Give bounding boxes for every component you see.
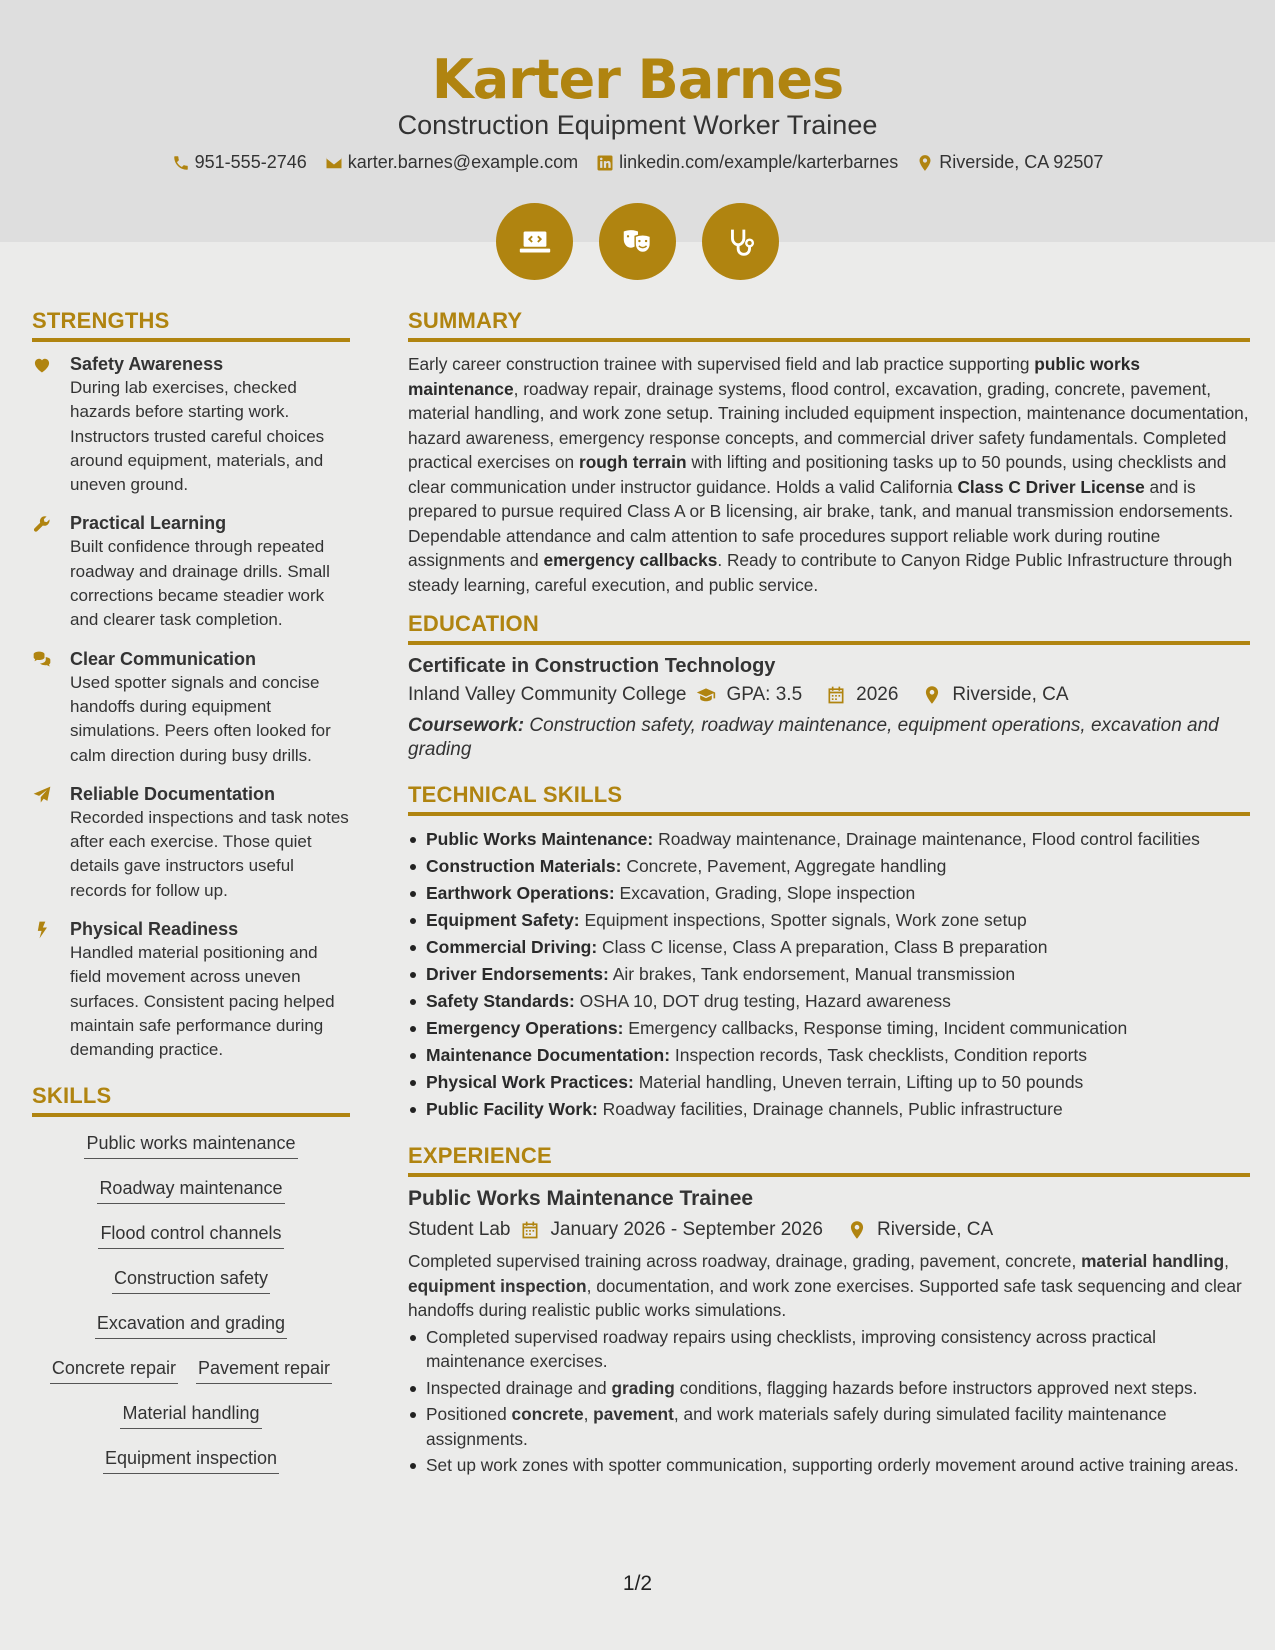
contact-location [916,152,1103,173]
map-pin-icon [916,154,934,172]
skill-values: Excavation, Grading, Slope inspection [614,883,916,903]
summary-part: and is prepared to pursue required Class A or B licensing, air brake, tank, and manual transmission endorsements. Dependable attendance and calm attention to safe procedures support reliable work during routine assignments and [408,476,1234,570]
technical-skill-item [408,1069,1250,1096]
email-text: karter.barnes@example.com [347,152,579,172]
skill-values: Material handling, Uneven terrain, Lifting up to 50 pounds [633,1072,1084,1092]
technical-skills-heading: TECHNICAL SKILLS [408,782,1250,816]
skill-tag: Construction safety [112,1268,270,1294]
strength-title: Clear Communication [70,648,257,669]
strength-title: Practical Learning [70,513,227,534]
calendar-icon [826,685,846,705]
desc-part: Completed supervised training across roadway, drainage, grading, pavement, concrete, [408,1251,1082,1271]
bullet-text: Completed supervised roadway repairs using checklists, improving consistency across practical maintenance exercises. [426,1326,1156,1371]
strength-text: Handled material positioning and field movement across uneven surfaces. Consistent pacing helped maintain safe performance during demanding practice. [70,943,335,1060]
job-location: Riverside, CA [877,1219,994,1240]
bullet-emphasis: pavement [593,1404,674,1424]
summary-emphasis: Class C Driver License [957,476,1145,497]
graduation-year: 2026 [856,684,899,705]
bolt-icon [32,920,52,940]
summary-part: with lifting and positioning tasks up to 50 pounds, using checklists and clear communication under instructor guidance. Holds a valid California [408,452,1227,497]
job-meta [408,1219,1250,1241]
education-heading: EDUCATION [408,611,1250,645]
skill-values: Emergency callbacks, Response timing, Incident communication [623,1018,1128,1038]
technical-skill-item [408,961,1250,988]
summary-part: . Ready to contribute to Canyon Ridge Public Infrastructure through steady learning, careful execution, and public service. [408,550,1233,595]
strength-text: Recorded inspections and task notes after each exercise. Those quiet details gave instructors useful records for follow up. [70,807,349,900]
badge-masks [599,203,676,280]
skill-category: Safety Standards: [426,991,575,1011]
skill-values: Roadway maintenance, Drainage maintenance, Flood control facilities [653,829,1200,849]
skill-tag: Roadway maintenance [97,1178,284,1204]
job-bullet [408,1325,1250,1374]
envelope-icon [325,154,343,172]
skill-tag: Public works maintenance [84,1133,297,1159]
candidate-name: Karter Barnes [431,48,844,111]
degree-title: Certificate in Construction Technology [408,655,776,677]
technical-skill-item [408,1015,1250,1042]
paper-plane-icon [32,785,52,805]
technical-skill-item [408,853,1250,880]
theater-masks-icon [619,223,657,261]
strength-item [32,647,350,768]
linkedin-icon [596,154,614,172]
education-location: Riverside, CA [952,684,1069,705]
strength-title: Physical Readiness [70,919,239,940]
technical-skill-item [408,1096,1250,1123]
summary-text [408,352,1250,597]
map-pin-icon [847,1220,867,1240]
bullet-text: Set up work zones with spotter communication, supporting orderly movement around active training areas. [426,1455,1239,1475]
technical-skills-list [408,826,1250,1123]
summary-part: , roadway repair, drainage systems, flood control, excavation, grading, concrete, pavement, material handling, and work zone setup. Training included equipment inspection, maintenance documentation, hazard awareness, emergency response concepts, and commercial driver safety fundamentals. Completed practical exercises on [408,378,1249,472]
laptop-code-icon [516,223,554,261]
technical-skill-item [408,988,1250,1015]
bullet-emphasis: grading [611,1377,675,1398]
badge-row [0,203,1275,280]
badge-stethoscope [702,203,779,280]
coursework-text: Construction safety, roadway maintenance, equipment operations, excavation and grading [408,715,1219,760]
bullet-text: Positioned [426,1404,512,1424]
desc-emphasis: equipment inspection [408,1275,587,1296]
skill-tag: Flood control channels [98,1223,283,1249]
strength-item [32,352,350,497]
job-bullet [408,1376,1250,1401]
strength-text: Used spotter signals and concise handoffs during equipment simulations. Peers often looked for calm direction during busy drills. [70,672,331,765]
graduation-cap-icon [696,685,716,705]
job-bullet [408,1453,1250,1478]
summary-emphasis: public works maintenance [408,354,1140,399]
map-pin-icon [922,685,942,705]
strength-title: Reliable Documentation [70,783,276,804]
desc-part: , documentation, and work zone exercises. Supported safe task sequencing and clear handoffs during realistic public works simulations. [408,1275,1242,1320]
skill-category: Public Works Maintenance: [426,829,654,849]
education-meta [408,684,1250,706]
bullet-text: conditions, flagging hazards before instructors approved next steps. [674,1377,1198,1398]
wrench-icon [32,514,52,534]
skill-values: Class C license, Class A preparation, Class B preparation [597,937,1048,957]
contact-phone[interactable] [172,152,307,173]
skill-values: OSHA 10, DOT drug testing, Hazard awareness [574,991,951,1011]
skills-list [14,1127,368,1474]
skill-category: Earthwork Operations: [426,883,615,903]
calendar-icon [520,1220,540,1240]
technical-skill-item [408,907,1250,934]
summary-heading: SUMMARY [408,308,1250,342]
skill-tag: Material handling [120,1403,261,1429]
contact-linkedin[interactable] [596,152,898,173]
page-number: 1/2 [622,1572,653,1595]
skill-tag: Concrete repair [50,1358,178,1384]
location-text: Riverside, CA 92507 [939,152,1104,172]
technical-skill-item [408,880,1250,907]
bullet-emphasis: concrete [511,1404,584,1424]
right-column [408,308,1250,1480]
phone-text: 951-555-2746 [194,152,307,172]
strength-item [32,511,350,632]
bullet-text: Inspected drainage and [426,1377,612,1398]
skill-category: Public Facility Work: [426,1099,598,1119]
skill-tag: Pavement repair [196,1358,332,1384]
skill-category: Driver Endorsements: [426,964,609,984]
bullet-text: , and work materials safely during simulated facility maintenance assignments. [426,1404,1167,1449]
employer: Student Lab [408,1219,511,1240]
experience-heading: EXPERIENCE [408,1143,1250,1177]
job-dates: January 2026 - September 2026 [550,1219,823,1240]
school-name: Inland Valley Community College [408,684,687,705]
coursework [408,714,1250,762]
heart-icon [32,355,52,375]
job-bullet [408,1402,1250,1451]
comments-icon [32,650,52,670]
job-title: Public Works Maintenance Trainee [408,1187,754,1210]
coursework-label: Coursework: [408,715,525,736]
contact-bar [0,152,1275,173]
skill-values: Air brakes, Tank endorsement, Manual transmission [608,964,1016,984]
bullet-text: , [583,1404,594,1424]
skill-category: Maintenance Documentation: [426,1045,671,1065]
strength-item [32,782,350,903]
skill-category: Emergency Operations: [426,1018,624,1038]
desc-part: , [1224,1251,1229,1271]
desc-emphasis: material handling [1081,1251,1225,1271]
summary-part: Early career construction trainee with supervised field and lab practice supporting [408,354,1035,374]
skill-category: Equipment Safety: [426,910,580,930]
stethoscope-icon [722,223,760,261]
summary-emphasis: emergency callbacks [543,550,718,570]
strength-title: Safety Awareness [70,354,224,374]
phone-icon [172,154,190,172]
strength-item [32,917,350,1062]
technical-skill-item [408,826,1250,853]
job-description [408,1249,1250,1323]
gpa: GPA: 3.5 [726,684,803,705]
technical-skill-item [408,1042,1250,1069]
strength-text: Built confidence through repeated roadway and drainage drills. Small corrections became steadier work and clearer task completion. [70,537,330,630]
job-role: Construction Equipment Worker Trainee [397,110,878,140]
job-bullets [408,1325,1250,1478]
contact-email[interactable] [325,152,578,173]
skill-tag: Equipment inspection [103,1448,279,1474]
left-column [32,308,350,1474]
strengths-heading: STRENGTHS [32,308,350,342]
skill-values: Roadway facilities, Drainage channels, Public infrastructure [597,1099,1063,1119]
skill-values: Inspection records, Task checklists, Condition reports [670,1045,1088,1065]
skill-values: Concrete, Pavement, Aggregate handling [621,856,947,876]
badge-laptop [496,203,573,280]
linkedin-text: linkedin.com/example/karterbarnes [619,152,899,172]
skill-category: Construction Materials: [426,856,622,876]
skill-category: Commercial Driving: [426,937,598,957]
skill-values: Equipment inspections, Spotter signals, Work zone setup [579,910,1027,930]
strength-text: During lab exercises, checked hazards before starting work. Instructors trusted careful choices around equipment, materials, and uneven ground. [70,378,325,495]
skill-tag: Excavation and grading [95,1313,287,1339]
skill-category: Physical Work Practices: [426,1072,634,1092]
technical-skill-item [408,934,1250,961]
summary-emphasis: rough terrain [578,452,687,472]
skills-heading: SKILLS [32,1083,350,1117]
